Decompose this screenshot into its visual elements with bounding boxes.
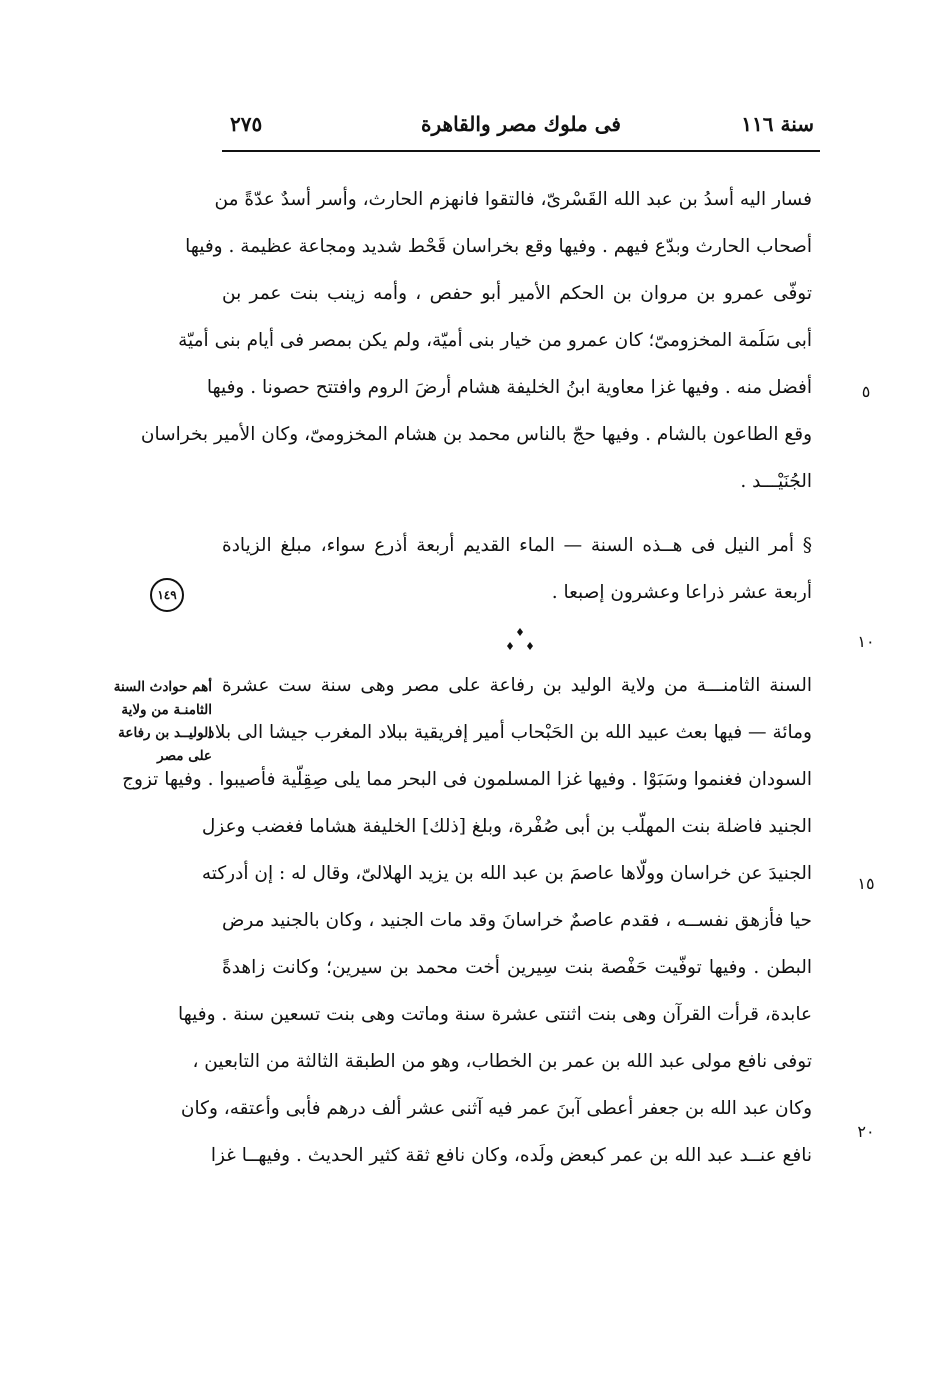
side-note-line: الثامنـة من ولاية [121, 702, 212, 718]
side-note-line: على مصر [157, 748, 212, 764]
section-ornament-icon [500, 626, 540, 656]
line-number-10: ١٠ [857, 632, 875, 651]
text-line: الجُنَيْـــد . [740, 471, 812, 492]
text-line: توفى نافع مولى عبد الله بن عمر بن الخطاب، وهو من الطبقة الثالثة من التابعين ، [192, 1051, 812, 1072]
text-line: فسار اليه أسدُ بن عبد الله القَسْرىّ، فالتقوا فانهزم الحارث، وأسر أسدٌ عدّةً من [214, 189, 812, 210]
circled-page-reference: ١٤٩ [150, 578, 184, 612]
margin-side-note [102, 676, 212, 768]
text-line: أربعة عشر ذراعا وعشرون إصبعا . [551, 582, 812, 603]
text-line: توفّى عمرو بن مروان بن الحكم الأمير أبو حفص ، وأمه زينب بنت عمر بن [222, 283, 812, 304]
paragraph-nile [222, 522, 812, 616]
header-rule [222, 150, 820, 152]
paragraph-events [140, 176, 812, 505]
text-line: حيا فأزهق نفســه ، فقدم عاصمٌ خراسانَ وقد مات الجنيد ، وكان بالجنيد مرض [222, 910, 812, 931]
side-note-line: أهم حوادث السنة [113, 679, 212, 695]
text-line: وقع الطاعون بالشام . وفيها حجّ بالناس محمد بن هشام المخزومىّ، وكان الأمير بخراسان [140, 424, 812, 445]
text-line: § أمر النيل فى هــذه السنة — الماء القديم أربعة أذرع سواء، مبلغ الزيادة [222, 535, 812, 556]
header-title: فى ملوك مصر والقاهرة [421, 112, 621, 136]
text-line: الجنيد فاضلة بنت المهلّب بن أبى صُفْرة، وبلغ [ذلك] الخليفة هشاما فغضب وعزل [201, 816, 812, 837]
text-line: أبى سَلَمة المخزومىّ؛ كان عمرو من خيار بنى أميّة، ولم يكن بمصر فى أيام بنى أميّة [178, 330, 812, 351]
text-line: البطن . وفيها توفّيت حَفْصة بنت سِيرين أخت محمد بن سيرين؛ وكانت زاهدةً [222, 957, 812, 978]
text-line: ومائة — فيها بعث عبيد الله بن الحَبْحاب أمير إفريقية ببلاد المغرب جيشا الى بلاد [206, 722, 812, 743]
text-line: أصحاب الحارث وبدّع فيهم . وفيها وقع بخراسان قَحْط شديد ومجاعة عظيمة . وفيها [185, 236, 812, 257]
page-number: ٢٧٥ [230, 112, 263, 136]
text-line: عابدة، قرأت القرآن وهى بنت اثنتى عشرة سنة وماتت وهى بنت تسعين سنة . وفيها [178, 1004, 812, 1025]
text-line: السنة الثامنـــة من ولاية الوليد بن رفاعة على مصر وهى سنة ست عشرة [222, 675, 812, 696]
line-number-5: ٥ [861, 382, 871, 401]
running-header [222, 108, 820, 148]
side-note-line: الوليــد بن رفاعة [118, 725, 212, 741]
text-line: نافع عنــد عبد الله بن عمر كبعض ولَده، وكان نافع ثقة كثير الحديث . وفيهــا غزا [210, 1145, 812, 1166]
text-line: وكان عبد الله بن جعفر أعطى آبنَ عمر فيه آثنى عشر ألف درهم فأبى وأعتقه، وكان [180, 1098, 812, 1119]
line-number-20: ٢٠ [857, 1122, 875, 1141]
text-line: الجنيدَ عن خراسان وولّاها عاصمَ بن عبد الله بن يزيد الهلالىّ، وقال له : إن أدركته [201, 863, 812, 884]
header-year: سنة ١١٦ [741, 112, 814, 136]
text-line: السودان فغنموا وسَبَوْا . وفيها غزا المسلمون فى البحر مما يلى صِقِلّية فأصيبوا . وفيها تزوج [122, 769, 812, 790]
line-number-15: ١٥ [857, 874, 875, 893]
text-line: أفضل منه . وفيها غزا معاوية ابنُ الخليفة هشام أرضَ الروم وافتتح حصونا . وفيها [206, 377, 812, 398]
